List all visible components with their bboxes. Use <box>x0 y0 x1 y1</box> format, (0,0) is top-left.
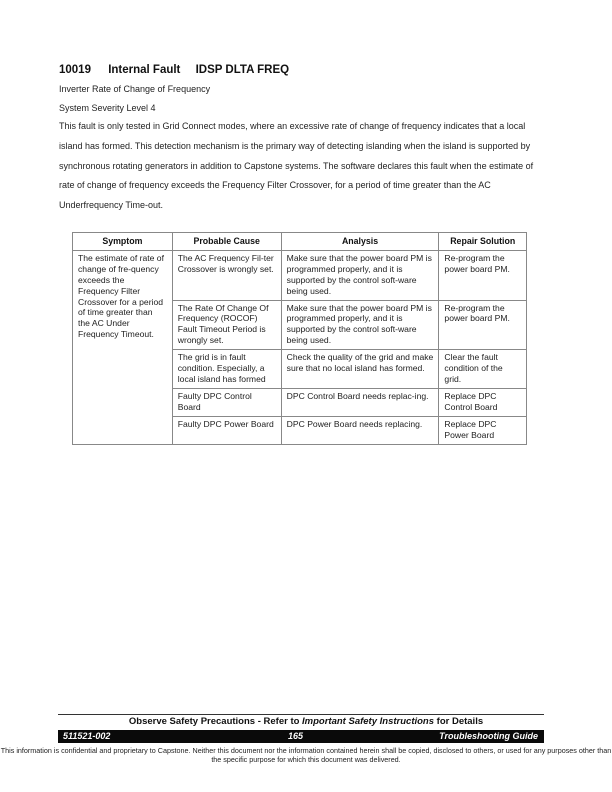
footer-bar <box>58 730 544 743</box>
page-number: 165 <box>288 731 304 741</box>
fault-description: This fault is only tested in Grid Connect modes, where an excessive rate of change of frequency indicates that a local island has formed. This detection mechanism is the primary way of detecting islanding when the island is supported by synchronous rotating generators in addition to Capstone systems. The software declares this fault when the estimate of rate of change of frequency exceeds the Frequency Filter Crossover, for a period of time greater than the AC Underfrequency Time-out. <box>59 121 534 211</box>
cause-cell: Faulty DPC Power Board <box>172 416 281 444</box>
confidentiality-notice: This information is confidential and proprietary to Capstone. Neither this document nor the information contained herein shall be copied, disclosed to others, or used for any purposes other than the specific purpose for which this document was delivered. <box>0 746 612 764</box>
guide-title: Troubleshooting Guide <box>439 731 538 741</box>
table-header-row <box>73 233 527 251</box>
fault-severity: System Severity Level 4 <box>59 103 156 113</box>
cause-cell: Faulty DPC Control Board <box>172 388 281 416</box>
header-symptom: Symptom <box>73 233 173 251</box>
fault-heading <box>59 64 289 76</box>
safety-instructions-reference: Important Safety Instructions <box>302 716 435 727</box>
fault-identifier: IDSP DLTA FREQ <box>195 64 290 76</box>
cause-cell: The Rate Of Change Of Frequency (ROCOF) Fault Timeout Period is wrongly set. <box>172 300 281 350</box>
cause-cell: The AC Frequency Fil-ter Crossover is wrongly set. <box>172 250 281 300</box>
fault-subtitle: Inverter Rate of Change of Frequency <box>59 84 211 94</box>
analysis-cell: DPC Power Board needs replacing. <box>281 416 439 444</box>
header-analysis: Analysis <box>281 233 439 251</box>
fault-table <box>72 232 527 445</box>
header-repair-solution: Repair Solution <box>439 233 527 251</box>
fault-code: 10019 <box>59 64 91 76</box>
solution-cell: Clear the fault condition of the grid. <box>439 350 527 389</box>
solution-cell: Re-program the power board PM. <box>439 250 527 300</box>
table-row <box>73 250 527 300</box>
safety-notice <box>0 716 612 727</box>
solution-cell: Replace DPC Power Board <box>439 416 527 444</box>
solution-cell: Re-program the power board PM. <box>439 300 527 350</box>
fault-name: Internal Fault <box>108 64 181 76</box>
analysis-cell: DPC Control Board needs replac-ing. <box>281 388 439 416</box>
solution-cell: Replace DPC Control Board <box>439 388 527 416</box>
analysis-cell: Check the quality of the grid and make sure that no local island has formed. <box>281 350 439 389</box>
footer-divider <box>58 714 544 715</box>
safety-suffix: for Details <box>434 716 484 727</box>
analysis-cell: Make sure that the power board PM is programmed properly, and it is supported by the control soft-ware being used. <box>281 300 439 350</box>
symptom-cell: The estimate of rate of change of fre-quency exceeds the Frequency Filter Crossover for a period of time greater than the AC Under Frequency Timeout. <box>73 250 173 444</box>
analysis-cell: Make sure that the power board PM is programmed properly, and it is supported by the control soft-ware being used. <box>281 250 439 300</box>
safety-prefix: Observe Safety Precautions - Refer to <box>128 716 303 727</box>
header-probable-cause: Probable Cause <box>172 233 281 251</box>
document-number: 511521-002 <box>63 731 111 741</box>
cause-cell: The grid is in fault condition. Especially, a local island has formed <box>172 350 281 389</box>
